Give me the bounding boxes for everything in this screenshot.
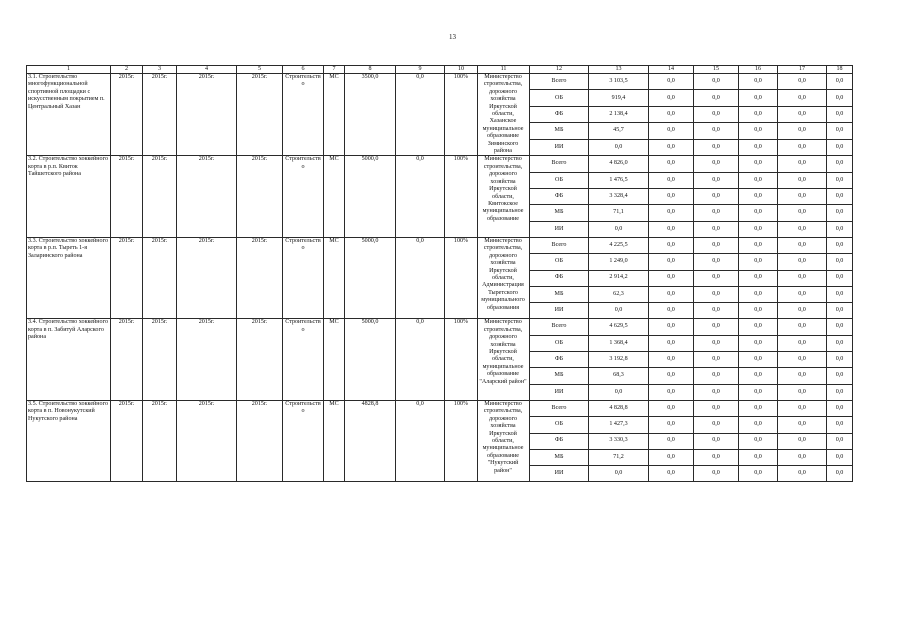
measure-name: 3.2. Строительство хоккейного корта в р.п. Квиток Тайшетского района — [27, 156, 111, 237]
column-number-2: 2 — [111, 66, 143, 74]
funding-value-col-18: 0,0 — [827, 466, 853, 482]
funding-value-col-18: 0,0 — [827, 384, 853, 400]
funding-value-col-18: 0,0 — [827, 205, 853, 221]
capacity: 4828,8 — [345, 400, 396, 481]
funding-value-col-14: 0,0 — [649, 384, 694, 400]
funding-value-col-15: 0,0 — [694, 368, 739, 384]
responsible-executor: Министерство строительства, дорожного хозяйства Иркутской области, Квитокское муниципальное образование — [478, 156, 530, 237]
funding-value-col-16: 0,0 — [739, 449, 778, 465]
funding-value-col-14: 0,0 — [649, 172, 694, 188]
readiness-start: 0,0 — [396, 319, 445, 400]
funding-value-col-16: 0,0 — [739, 189, 778, 205]
funding-value-col-17: 0,0 — [778, 237, 827, 253]
funding-value-col-16: 0,0 — [739, 319, 778, 335]
funding-value-col-17: 0,0 — [778, 352, 827, 368]
funding-value-col-13: 4 828,8 — [589, 400, 649, 416]
funding-value-col-18: 0,0 — [827, 74, 853, 90]
funding-value-col-13: 1 249,0 — [589, 254, 649, 270]
funding-value-col-15: 0,0 — [694, 466, 739, 482]
funding-source: ИИ — [530, 221, 589, 237]
funding-source: Всего — [530, 156, 589, 172]
funding-source: ИИ — [530, 303, 589, 319]
funding-value-col-18: 0,0 — [827, 270, 853, 286]
funding-value-col-16: 0,0 — [739, 417, 778, 433]
funding-value-col-18: 0,0 — [827, 433, 853, 449]
funding-source: МБ — [530, 123, 589, 139]
funding-value-col-16: 0,0 — [739, 172, 778, 188]
funding-value-col-14: 0,0 — [649, 156, 694, 172]
column-number-14: 14 — [649, 66, 694, 74]
capacity: 3500,0 — [345, 74, 396, 156]
funding-value-col-17: 0,0 — [778, 417, 827, 433]
responsible-executor: Министерство строительства, дорожного хозяйства Иркутской области, Хазанское муниципальное образование Зиминского района — [478, 74, 530, 156]
funding-value-col-17: 0,0 — [778, 286, 827, 302]
start-date: 2015г. — [177, 400, 237, 481]
funding-source: ИИ — [530, 466, 589, 482]
funding-value-col-13: 3 103,5 — [589, 74, 649, 90]
unit: МС — [324, 319, 345, 400]
funding-value-col-13: 3 192,8 — [589, 352, 649, 368]
capacity: 5000,0 — [345, 237, 396, 318]
funding-source: ОБ — [530, 254, 589, 270]
funding-value-col-17: 0,0 — [778, 335, 827, 351]
funding-value-col-16: 0,0 — [739, 335, 778, 351]
measures-table — [26, 65, 853, 482]
funding-value-col-18: 0,0 — [827, 303, 853, 319]
funding-value-col-15: 0,0 — [694, 254, 739, 270]
funding-value-col-14: 0,0 — [649, 433, 694, 449]
end-year: 2015г. — [143, 74, 177, 156]
funding-value-col-15: 0,0 — [694, 384, 739, 400]
readiness-start: 0,0 — [396, 400, 445, 481]
funding-value-col-15: 0,0 — [694, 237, 739, 253]
readiness-end: 100% — [445, 237, 478, 318]
funding-value-col-16: 0,0 — [739, 90, 778, 106]
end-date: 2015г. — [237, 400, 283, 481]
funding-source: МБ — [530, 205, 589, 221]
funding-value-col-15: 0,0 — [694, 303, 739, 319]
work-type: Строительство — [283, 400, 324, 481]
table-row — [27, 74, 853, 90]
funding-value-col-15: 0,0 — [694, 74, 739, 90]
funding-value-col-14: 0,0 — [649, 368, 694, 384]
funding-value-col-17: 0,0 — [778, 433, 827, 449]
funding-value-col-17: 0,0 — [778, 205, 827, 221]
funding-value-col-15: 0,0 — [694, 139, 739, 156]
funding-source: Всего — [530, 74, 589, 90]
funding-value-col-18: 0,0 — [827, 335, 853, 351]
funding-value-col-13: 45,7 — [589, 123, 649, 139]
funding-value-col-16: 0,0 — [739, 270, 778, 286]
funding-value-col-15: 0,0 — [694, 172, 739, 188]
funding-value-col-18: 0,0 — [827, 286, 853, 302]
end-year: 2015г. — [143, 319, 177, 400]
funding-source: МБ — [530, 449, 589, 465]
start-date: 2015г. — [177, 237, 237, 318]
column-number-17: 17 — [778, 66, 827, 74]
unit: МС — [324, 156, 345, 237]
funding-value-col-15: 0,0 — [694, 90, 739, 106]
funding-value-col-17: 0,0 — [778, 221, 827, 237]
funding-value-col-18: 0,0 — [827, 449, 853, 465]
end-date: 2015г. — [237, 319, 283, 400]
funding-value-col-13: 0,0 — [589, 303, 649, 319]
funding-value-col-17: 0,0 — [778, 449, 827, 465]
start-year: 2015г. — [111, 237, 143, 318]
column-number-11: 11 — [478, 66, 530, 74]
funding-value-col-15: 0,0 — [694, 123, 739, 139]
funding-value-col-14: 0,0 — [649, 123, 694, 139]
funding-value-col-18: 0,0 — [827, 189, 853, 205]
funding-value-col-15: 0,0 — [694, 319, 739, 335]
funding-value-col-15: 0,0 — [694, 417, 739, 433]
responsible-executor: Министерство строительства, дорожного хозяйства Иркутской области, муниципальное образование "Нукутский район" — [478, 400, 530, 481]
funding-source: ФБ — [530, 189, 589, 205]
funding-value-col-14: 0,0 — [649, 303, 694, 319]
capacity: 5000,0 — [345, 156, 396, 237]
column-number-9: 9 — [396, 66, 445, 74]
funding-source: ФБ — [530, 106, 589, 122]
funding-value-col-18: 0,0 — [827, 123, 853, 139]
funding-source: Всего — [530, 237, 589, 253]
funding-value-col-13: 0,0 — [589, 139, 649, 156]
funding-source: МБ — [530, 368, 589, 384]
funding-value-col-13: 4 826,0 — [589, 156, 649, 172]
funding-value-col-18: 0,0 — [827, 156, 853, 172]
funding-value-col-14: 0,0 — [649, 106, 694, 122]
funding-value-col-17: 0,0 — [778, 156, 827, 172]
column-number-3: 3 — [143, 66, 177, 74]
funding-value-col-16: 0,0 — [739, 352, 778, 368]
funding-value-col-14: 0,0 — [649, 221, 694, 237]
funding-value-col-13: 4 629,5 — [589, 319, 649, 335]
start-year: 2015г. — [111, 400, 143, 481]
funding-value-col-14: 0,0 — [649, 90, 694, 106]
funding-value-col-14: 0,0 — [649, 237, 694, 253]
end-year: 2015г. — [143, 156, 177, 237]
start-year: 2015г. — [111, 319, 143, 400]
funding-source: Всего — [530, 400, 589, 416]
funding-value-col-14: 0,0 — [649, 205, 694, 221]
funding-source: МБ — [530, 286, 589, 302]
readiness-end: 100% — [445, 74, 478, 156]
column-number-5: 5 — [237, 66, 283, 74]
funding-value-col-13: 71,1 — [589, 205, 649, 221]
readiness-start: 0,0 — [396, 237, 445, 318]
funding-value-col-14: 0,0 — [649, 139, 694, 156]
funding-value-col-13: 3 330,3 — [589, 433, 649, 449]
funding-source: ИИ — [530, 384, 589, 400]
funding-value-col-17: 0,0 — [778, 400, 827, 416]
funding-value-col-16: 0,0 — [739, 221, 778, 237]
funding-value-col-14: 0,0 — [649, 286, 694, 302]
measure-name: 3.3. Строительство хоккейного корта в р.п. Тыреть 1-я Заларинского района — [27, 237, 111, 318]
funding-value-col-15: 0,0 — [694, 106, 739, 122]
work-type: Строительство — [283, 156, 324, 237]
funding-value-col-13: 0,0 — [589, 221, 649, 237]
funding-value-col-14: 0,0 — [649, 449, 694, 465]
funding-value-col-17: 0,0 — [778, 254, 827, 270]
column-number-7: 7 — [324, 66, 345, 74]
readiness-end: 100% — [445, 400, 478, 481]
funding-value-col-13: 1 368,4 — [589, 335, 649, 351]
funding-value-col-16: 0,0 — [739, 237, 778, 253]
readiness-end: 100% — [445, 156, 478, 237]
funding-value-col-18: 0,0 — [827, 172, 853, 188]
funding-value-col-17: 0,0 — [778, 172, 827, 188]
unit: МС — [324, 237, 345, 318]
column-number-4: 4 — [177, 66, 237, 74]
funding-value-col-18: 0,0 — [827, 319, 853, 335]
funding-value-col-16: 0,0 — [739, 303, 778, 319]
measure-name: 3.5. Строительство хоккейного корта в п. Новонукутский Нукутского района — [27, 400, 111, 481]
funding-value-col-18: 0,0 — [827, 254, 853, 270]
funding-source: ОБ — [530, 335, 589, 351]
funding-value-col-17: 0,0 — [778, 368, 827, 384]
funding-value-col-17: 0,0 — [778, 384, 827, 400]
funding-value-col-14: 0,0 — [649, 466, 694, 482]
funding-source: Всего — [530, 319, 589, 335]
page-number: 13 — [449, 33, 456, 41]
funding-value-col-15: 0,0 — [694, 433, 739, 449]
table-row — [27, 319, 853, 335]
start-year: 2015г. — [111, 156, 143, 237]
funding-value-col-13: 62,3 — [589, 286, 649, 302]
funding-value-col-17: 0,0 — [778, 466, 827, 482]
work-type: Строительство — [283, 74, 324, 156]
funding-value-col-18: 0,0 — [827, 221, 853, 237]
funding-value-col-15: 0,0 — [694, 352, 739, 368]
funding-value-col-16: 0,0 — [739, 123, 778, 139]
work-type: Строительство — [283, 237, 324, 318]
responsible-executor: Министерство строительства, дорожного хозяйства Иркутской области, Администрация Тыретского муниципального образования — [478, 237, 530, 318]
funding-value-col-14: 0,0 — [649, 400, 694, 416]
start-date: 2015г. — [177, 74, 237, 156]
funding-value-col-16: 0,0 — [739, 139, 778, 156]
funding-value-col-17: 0,0 — [778, 90, 827, 106]
funding-value-col-15: 0,0 — [694, 286, 739, 302]
funding-value-col-13: 4 225,5 — [589, 237, 649, 253]
funding-value-col-14: 0,0 — [649, 335, 694, 351]
readiness-start: 0,0 — [396, 74, 445, 156]
readiness-end: 100% — [445, 319, 478, 400]
funding-value-col-18: 0,0 — [827, 368, 853, 384]
column-number-1: 1 — [27, 66, 111, 74]
funding-value-col-17: 0,0 — [778, 123, 827, 139]
funding-value-col-16: 0,0 — [739, 400, 778, 416]
funding-value-col-13: 1 427,3 — [589, 417, 649, 433]
funding-source: ОБ — [530, 172, 589, 188]
funding-value-col-14: 0,0 — [649, 74, 694, 90]
funding-source: ФБ — [530, 433, 589, 449]
end-date: 2015г. — [237, 74, 283, 156]
table-row — [27, 156, 853, 172]
funding-value-col-16: 0,0 — [739, 384, 778, 400]
funding-value-col-15: 0,0 — [694, 449, 739, 465]
funding-value-col-15: 0,0 — [694, 221, 739, 237]
funding-value-col-16: 0,0 — [739, 156, 778, 172]
funding-value-col-18: 0,0 — [827, 139, 853, 156]
funding-value-col-14: 0,0 — [649, 417, 694, 433]
funding-value-col-17: 0,0 — [778, 319, 827, 335]
end-date: 2015г. — [237, 237, 283, 318]
funding-value-col-14: 0,0 — [649, 254, 694, 270]
funding-value-col-16: 0,0 — [739, 205, 778, 221]
funding-value-col-18: 0,0 — [827, 400, 853, 416]
funding-value-col-16: 0,0 — [739, 254, 778, 270]
funding-value-col-16: 0,0 — [739, 368, 778, 384]
unit: МС — [324, 74, 345, 156]
funding-value-col-13: 71,2 — [589, 449, 649, 465]
funding-source: ИИ — [530, 139, 589, 156]
funding-value-col-13: 3 328,4 — [589, 189, 649, 205]
funding-value-col-15: 0,0 — [694, 335, 739, 351]
column-number-10: 10 — [445, 66, 478, 74]
start-year: 2015г. — [111, 74, 143, 156]
funding-value-col-13: 919,4 — [589, 90, 649, 106]
funding-value-col-17: 0,0 — [778, 303, 827, 319]
funding-value-col-16: 0,0 — [739, 433, 778, 449]
funding-source: ФБ — [530, 270, 589, 286]
responsible-executor: Министерство строительства, дорожного хозяйства Иркутской области, муниципальное образование "Аларский район" — [478, 319, 530, 400]
funding-value-col-15: 0,0 — [694, 156, 739, 172]
column-number-6: 6 — [283, 66, 324, 74]
funding-value-col-15: 0,0 — [694, 189, 739, 205]
funding-value-col-17: 0,0 — [778, 139, 827, 156]
column-number-13: 13 — [589, 66, 649, 74]
funding-value-col-13: 68,3 — [589, 368, 649, 384]
funding-value-col-17: 0,0 — [778, 106, 827, 122]
readiness-start: 0,0 — [396, 156, 445, 237]
funding-value-col-18: 0,0 — [827, 90, 853, 106]
funding-source: ОБ — [530, 90, 589, 106]
measure-name: 3.4. Строительство хоккейного корта в п. Забитуй Аларского района — [27, 319, 111, 400]
column-number-16: 16 — [739, 66, 778, 74]
column-number-12: 12 — [530, 66, 589, 74]
table-row — [27, 237, 853, 253]
end-date: 2015г. — [237, 156, 283, 237]
funding-value-col-13: 0,0 — [589, 466, 649, 482]
funding-value-col-15: 0,0 — [694, 205, 739, 221]
funding-source: ОБ — [530, 417, 589, 433]
table-row — [27, 400, 853, 416]
funding-value-col-18: 0,0 — [827, 417, 853, 433]
funding-value-col-16: 0,0 — [739, 106, 778, 122]
funding-value-col-14: 0,0 — [649, 270, 694, 286]
funding-value-col-17: 0,0 — [778, 189, 827, 205]
start-date: 2015г. — [177, 156, 237, 237]
column-number-15: 15 — [694, 66, 739, 74]
funding-value-col-17: 0,0 — [778, 270, 827, 286]
capacity: 5000,0 — [345, 319, 396, 400]
funding-value-col-18: 0,0 — [827, 106, 853, 122]
funding-value-col-14: 0,0 — [649, 319, 694, 335]
funding-value-col-15: 0,0 — [694, 270, 739, 286]
column-number-18: 18 — [827, 66, 853, 74]
funding-value-col-13: 0,0 — [589, 384, 649, 400]
funding-value-col-18: 0,0 — [827, 237, 853, 253]
funding-value-col-17: 0,0 — [778, 74, 827, 90]
funding-value-col-16: 0,0 — [739, 74, 778, 90]
funding-value-col-16: 0,0 — [739, 466, 778, 482]
funding-value-col-14: 0,0 — [649, 352, 694, 368]
funding-value-col-13: 1 476,5 — [589, 172, 649, 188]
funding-value-col-13: 2 914,2 — [589, 270, 649, 286]
end-year: 2015г. — [143, 400, 177, 481]
funding-value-col-13: 2 138,4 — [589, 106, 649, 122]
column-number-8: 8 — [345, 66, 396, 74]
unit: МС — [324, 400, 345, 481]
header-number-row — [27, 66, 853, 74]
funding-value-col-16: 0,0 — [739, 286, 778, 302]
start-date: 2015г. — [177, 319, 237, 400]
funding-source: ФБ — [530, 352, 589, 368]
funding-value-col-14: 0,0 — [649, 189, 694, 205]
measure-name: 3.1. Строительство многофункциональной спортивной площадки с искусственным покрытием п. Центральный Хазан — [27, 74, 111, 156]
funding-value-col-18: 0,0 — [827, 352, 853, 368]
work-type: Строительство — [283, 319, 324, 400]
funding-value-col-15: 0,0 — [694, 400, 739, 416]
end-year: 2015г. — [143, 237, 177, 318]
